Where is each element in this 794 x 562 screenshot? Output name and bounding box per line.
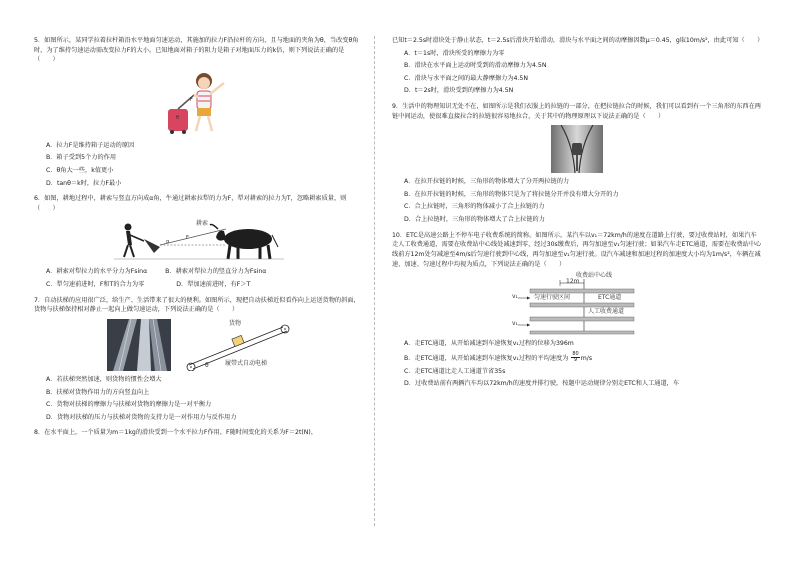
- question-8-stem: 8．在水平面上，一个质量为m＝1kg的滑块受到一个水平拉力F作用，F随时间变化的关系为F＝2t(N)，: [34, 429, 318, 437]
- figure-label-v1-bottom: v₁: [512, 320, 518, 328]
- question-9-stem: 9．生活中的物理知识无处不在，如图所示是我们衣服上的拉链的一部分，在把拉链拉合的时候，我们可以看到有一个三角形的东西在两链中间运动，使很难直接拉合的拉链很容易地拉合，关于其中的物理原理以下说法正确的是（ ）: [392, 103, 761, 120]
- question-8-start: [34, 428, 364, 438]
- question-5-option-d: D．tanθ＝k时，拉力F最小: [46, 179, 122, 187]
- question-7: [34, 296, 364, 423]
- question-8-option-b: B．滑块在水平面上运动时受到的滑动摩擦力为4.5N: [404, 62, 547, 70]
- figure-label-12m: 12m: [566, 278, 580, 286]
- question-10-option-a: A．走ETC通道，从开始减速到车速恢复v₁过程的位移为396m: [404, 340, 574, 348]
- fraction: [571, 352, 579, 364]
- question-6: [34, 194, 364, 289]
- figure-luggage: [34, 69, 364, 137]
- question-7-option-c: C．货物对扶梯的摩擦力与扶梯对货物的摩擦力是一对平衡力: [46, 401, 212, 409]
- figure-label-escalator: 履带式自动电梯: [225, 359, 268, 367]
- fraction-denominator: 9: [573, 357, 578, 364]
- question-7-option-a: A．若扶梯突然加速，则货物的惯性会增大: [46, 375, 162, 383]
- question-9: [392, 102, 762, 225]
- question-7-stem: 7．自动扶梯的应用很广泛，给生产、生活带来了很大的便利。如图所示，现把自动扶梯近似看作向上运送货物的斜面，货物与扶梯保持相对静止一起向上做匀速运动，下列说法正确的是（ ）: [34, 296, 360, 314]
- question-7-option-d: D．货物对扶梯的压力与扶梯对货物的支持力是一对作用力与反作用力: [46, 413, 237, 421]
- question-6-options-row-1: [46, 267, 364, 277]
- fraction-unit: m/s: [580, 354, 593, 362]
- figure-escalator: [34, 319, 364, 371]
- question-6-options-row-2: [46, 280, 364, 290]
- svg-text:θ: θ: [176, 114, 180, 121]
- question-9-option-d: D．合上拉链时，三角形的物体增大了合上拉链的力: [404, 216, 545, 224]
- question-5-option-a: A．拉力F是维持箱子运动的原因: [46, 141, 135, 149]
- question-10-option-b: [404, 352, 762, 364]
- svg-text:F: F: [186, 235, 189, 242]
- question-8-option-a: A．t＝1s时，滑块所受的摩擦力为零: [404, 49, 505, 57]
- question-5-option-b: B．箱子受到5个力的作用: [46, 154, 117, 162]
- girl-luggage-illustration: [154, 69, 244, 137]
- question-5-stem: 5．如图所示，某同学拉着拉杆箱沿水平地面匀速运动，其施加的拉力F沿拉杆的方向，且与地面的夹角为θ，当改变θ角时，为了维持匀速运动需改变拉力F的大小。已知地面对箱子的阻力是箱子对地面压力的k倍，则下列说法正确的是（ ）: [34, 37, 359, 64]
- question-6-option-d: D．犁加速前进时，有F＞T: [176, 281, 251, 289]
- svg-text:F: F: [190, 96, 193, 103]
- question-10-option-b-text: B．走ETC通道，从开始减速到车速恢复v₁过程的平均速度为: [404, 354, 569, 362]
- figure-label-v1-top: v₁: [512, 293, 518, 301]
- question-8-option-c: C．滑块与水平面之间的最大静摩擦力为4.5N: [404, 74, 528, 82]
- figure-label-cargo: 货物: [229, 319, 242, 327]
- figure-label-center-line: 收费站中心线: [576, 272, 613, 280]
- question-8-option-d: D．t＝2s时，滑块受到的摩擦力为4.5N: [404, 87, 514, 95]
- question-9-option-c: C．合上拉链时，三角形的物体减小了合上拉链的力: [404, 203, 545, 211]
- figure-label-uniform-zone: 匀速行驶区间: [534, 294, 571, 302]
- question-10-stem: 10．ETC是高速公路上不停车电子收费系统的简称。如图所示，某汽车以v₁＝72km/h的速度在道路上行驶，要过收费站时，如果汽车走人工收费通道，需要在收费站中心线处减速到零，经过30s缴费后，再匀加速至v₁匀速行驶；如果汽车走ETC通道，需要在收费站中心线前方12m处匀减速至4m/s后匀速行驶到中心线，再匀加速至v₁匀速行驶。设汽车减速和加速过程的加速度大小均为1m/s²，车辆在减速、加速、匀速过程中均视为质点，下列说法正确的是（ ）: [392, 231, 762, 268]
- fraction-numerator: 80: [572, 350, 579, 357]
- figure-zipper: [392, 125, 762, 173]
- figure-label-rope: 耕索: [196, 220, 209, 228]
- question-6-option-c: C．犁匀速前进时，F和T的合力为零: [46, 281, 145, 289]
- question-9-option-a: A．在拉开拉链的时候，三角形的物体增大了分开两拉链的力: [404, 178, 570, 186]
- question-6-option-b: B．耕索对犁拉力的竖直分力为Fsinα: [165, 268, 267, 276]
- question-6-stem: 6．如图，耕地过程中，耕索与竖直方向成α角，牛通过耕索拉犁的力为F，犁对耕索的拉力为T，忽略耕索质量，则（ ）: [34, 195, 347, 212]
- left-column: [34, 36, 364, 440]
- question-8-continued: [392, 36, 762, 96]
- right-column: [392, 36, 762, 391]
- figure-label-manual-lane: 人工收费通道: [588, 308, 625, 316]
- question-9-option-b: B．在拉开拉链的时候，三角形的物体只是为了将拉链分开并没有增大分开的力: [404, 190, 619, 198]
- question-10-option-c: C．走ETC通道比走人工通道节省35s: [404, 367, 506, 375]
- question-8-stem-continued: 已知t＝2.5s时滑块处于静止状态，t＝2.5s后滑块开始滑动，滑块与水平面之间的动摩擦因数μ＝0.45，g取10m/s²，由此可知（ ）: [392, 37, 764, 44]
- figure-etc: [392, 273, 762, 335]
- question-5: [34, 36, 364, 188]
- question-10-option-d: D．过收费站前有两辆汽车均以72km/h的速度并排行驶，按题中运动规律分别走ETC和人工通道，车: [404, 380, 680, 388]
- escalator-photo: [107, 319, 171, 371]
- question-10: [392, 231, 762, 389]
- zipper-photo: [551, 125, 603, 173]
- figure-ox-plow: [34, 217, 364, 263]
- question-7-option-b: B．扶梯对货物作用力的方向竖直向上: [46, 388, 150, 396]
- question-6-option-a: A．耕索对犁拉力的水平分力为Fsinα: [46, 268, 148, 276]
- svg-text:α: α: [166, 239, 170, 246]
- figure-label-etc-lane: ETC通道: [598, 294, 622, 302]
- column-divider: [374, 36, 375, 526]
- question-5-option-c: C．θ角大一些，k值更小: [46, 167, 114, 175]
- figure-label-angle: θ: [205, 361, 209, 369]
